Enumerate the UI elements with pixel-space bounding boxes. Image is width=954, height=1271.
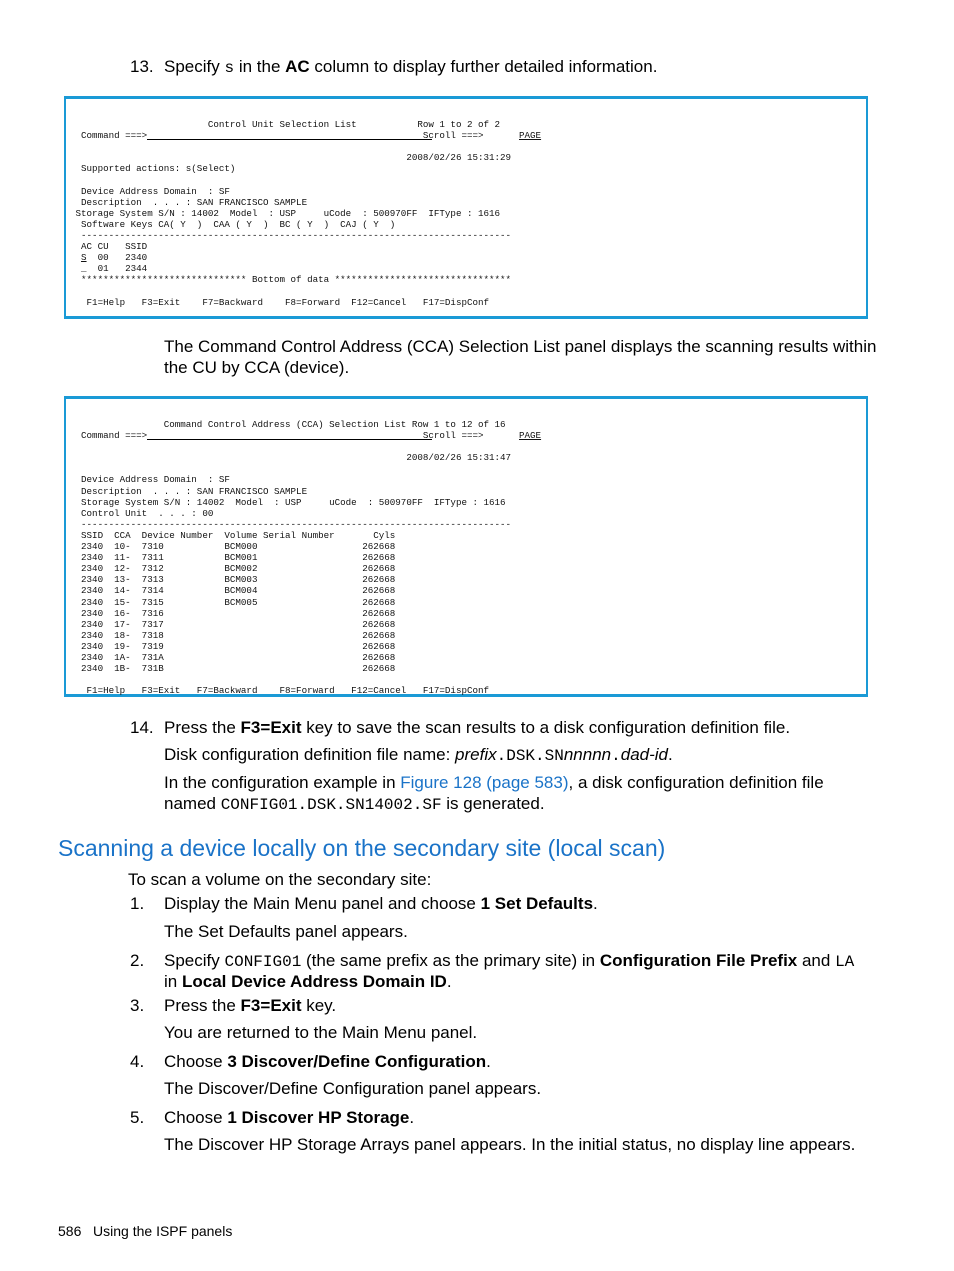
section-heading: Scanning a device locally on the secondary site (local scan) — [58, 835, 666, 861]
step-5-text: Choose 1 Discover HP Storage. — [164, 1108, 415, 1127]
cca-paragraph-line2: the CU by CCA (device). — [164, 358, 350, 377]
step-3-result: You are returned to the Main Menu panel. — [164, 1023, 478, 1042]
step-1-number: 1. — [130, 894, 145, 913]
panel1-line — [70, 285, 511, 296]
step-14-text: Press the F3=Exit key to save the scan results to a disk configuration definition file. — [164, 718, 791, 737]
step-5-number: 5. — [130, 1108, 145, 1127]
panel2-line: 2340 17- 7317 262668 — [70, 618, 396, 630]
panel1-line: Supported actions: s(Select) — [70, 163, 236, 175]
page-number: 586 — [58, 1223, 82, 1239]
panel1-line: Device Address Domain : SF — [70, 185, 230, 197]
panel2-command-line[interactable] — [70, 430, 432, 443]
panel2-line: 2340 13- 7313 BCM003 262668 — [70, 574, 396, 586]
page-footer — [58, 1222, 232, 1240]
panel2-line: Control Unit . . . : 00 — [70, 507, 214, 519]
figure-128-link[interactable]: Figure 128 (page 583) — [400, 773, 569, 792]
step-4-number: 4. — [130, 1052, 145, 1071]
panel1-line: ****************************** Bottom of data ******************************** — [70, 274, 512, 286]
panel2-line: 2340 18- 7318 262668 — [70, 629, 396, 641]
step-5-result: The Discover HP Storage Arrays panel appears. In the initial status, no display line appears. — [164, 1135, 856, 1154]
panel1-screen — [70, 119, 511, 308]
panel1-command-line[interactable] — [70, 130, 432, 143]
footer-title: Using the ISPF panels — [93, 1223, 233, 1239]
panel2-line: 2340 12- 7312 BCM002 262668 — [70, 563, 396, 575]
panel1-line: Software Keys CA( Y ) CAA ( Y ) BC ( Y ) CAJ ( Y ) — [70, 218, 396, 230]
cca-paragraph-line1: The Command Control Address (CCA) Selection List panel displays the scanning results within — [164, 337, 877, 356]
intro-text: To scan a volume on the secondary site: — [128, 870, 432, 889]
panel2-line: 2340 14- 7314 BCM004 262668 — [70, 585, 396, 597]
panel2-line — [70, 463, 511, 474]
panel1-line: _ 01 2344 — [70, 263, 148, 275]
step-2-number: 2. — [130, 951, 145, 970]
panel2-screen — [70, 419, 511, 696]
panel2-line: 2340 15- 7315 BCM005 262668 — [70, 596, 396, 608]
panel2-line: 2340 11- 7311 BCM001 262668 — [70, 552, 396, 564]
panel2-line: Description . . . : SAN FRANCISCO SAMPLE — [70, 485, 308, 497]
panel2-line: Command ===> Scroll ===> — [70, 430, 490, 442]
panel2-line: SSID CCA Device Number Volume Serial Number Cyls — [70, 529, 396, 541]
panel1-line: Command ===> Scroll ===> — [70, 130, 490, 142]
panel1-line: ------------------------------------------------------------------------------ — [70, 229, 512, 241]
panel1-line: 2008/02/26 15:31:29 — [70, 152, 512, 164]
panel2-line: 2340 16- 7316 262668 — [70, 607, 396, 619]
panel2-line: Device Address Domain : SF — [70, 474, 230, 486]
step-14-example-cont: named CONFIG01.DSK.SN14002.SF is generated. — [164, 794, 545, 814]
panel2-line: F1=Help F3=Exit F7=Backward F8=Forward F12=Cancel F17=DispConf — [70, 685, 490, 697]
step-4-result: The Discover/Define Configuration panel appears. — [164, 1079, 542, 1098]
step-14-filename: Disk configuration definition file name: prefix.DSK.SNnnnnn.dad-id. — [164, 745, 673, 765]
panel1-row-s[interactable]: S 00 2340 — [81, 252, 148, 264]
step-14-number: 14. — [130, 718, 154, 737]
panel1-scroll-value[interactable]: PAGE — [519, 130, 542, 142]
panel2-line: Storage System S/N : 14002 Model : USP uCode : 500970FF IFType : 1616 — [70, 496, 506, 508]
panel1-line: Description . . . : SAN FRANCISCO SAMPLE — [70, 196, 308, 208]
cca-selection-panel — [64, 396, 868, 697]
panel1-line — [70, 174, 511, 185]
step-1-text: Display the Main Menu panel and choose 1 Set Defaults. — [164, 894, 598, 913]
panel2-line: ------------------------------------------------------------------------------ — [70, 518, 512, 530]
panel2-line: 2008/02/26 15:31:47 — [70, 452, 512, 464]
step-1-result: The Set Defaults panel appears. — [164, 922, 408, 941]
step-13-number: 13. — [130, 57, 154, 76]
panel2-line: Command Control Address (CCA) Selection List Row 1 to 12 of 16 — [70, 419, 506, 430]
panel1-line: F1=Help F3=Exit F7=Backward F8=Forward F12=Cancel F17=DispConf — [70, 296, 490, 308]
panel1-line: Control Unit Selection List Row 1 to 2 of 2 — [70, 119, 501, 130]
panel2-scroll-value[interactable]: PAGE — [519, 430, 542, 442]
step-3-number: 3. — [130, 996, 145, 1015]
panel1-line: Storage System S/N : 14002 Model : USP uCode : 500970FF IFType : 1616 — [70, 207, 501, 219]
panel1-line: AC CU SSID — [70, 241, 148, 253]
step-2-text-cont: in Local Device Address Domain ID. — [164, 972, 452, 991]
step-3-text: Press the F3=Exit key. — [164, 996, 337, 1015]
panel2-line: 2340 1A- 731A 262668 — [70, 651, 396, 663]
panel2-line: 2340 1B- 731B 262668 — [70, 663, 396, 675]
panel2-line — [70, 674, 511, 685]
step-4-text: Choose 3 Discover/Define Configuration. — [164, 1052, 491, 1071]
panel2-line: 2340 10- 7310 BCM000 262668 — [70, 541, 396, 553]
panel2-line: 2340 19- 7319 262668 — [70, 640, 396, 652]
control-unit-selection-panel — [64, 96, 868, 319]
step-14-example: In the configuration example in Figure 128 (page 583), a disk configuration definition file — [164, 773, 824, 792]
step-2-text: Specify CONFIG01 (the same prefix as the primary site) in Configuration File Prefix and LA — [164, 951, 855, 971]
step-13-text: Specify s in the AC column to display further detailed information. — [164, 57, 658, 77]
